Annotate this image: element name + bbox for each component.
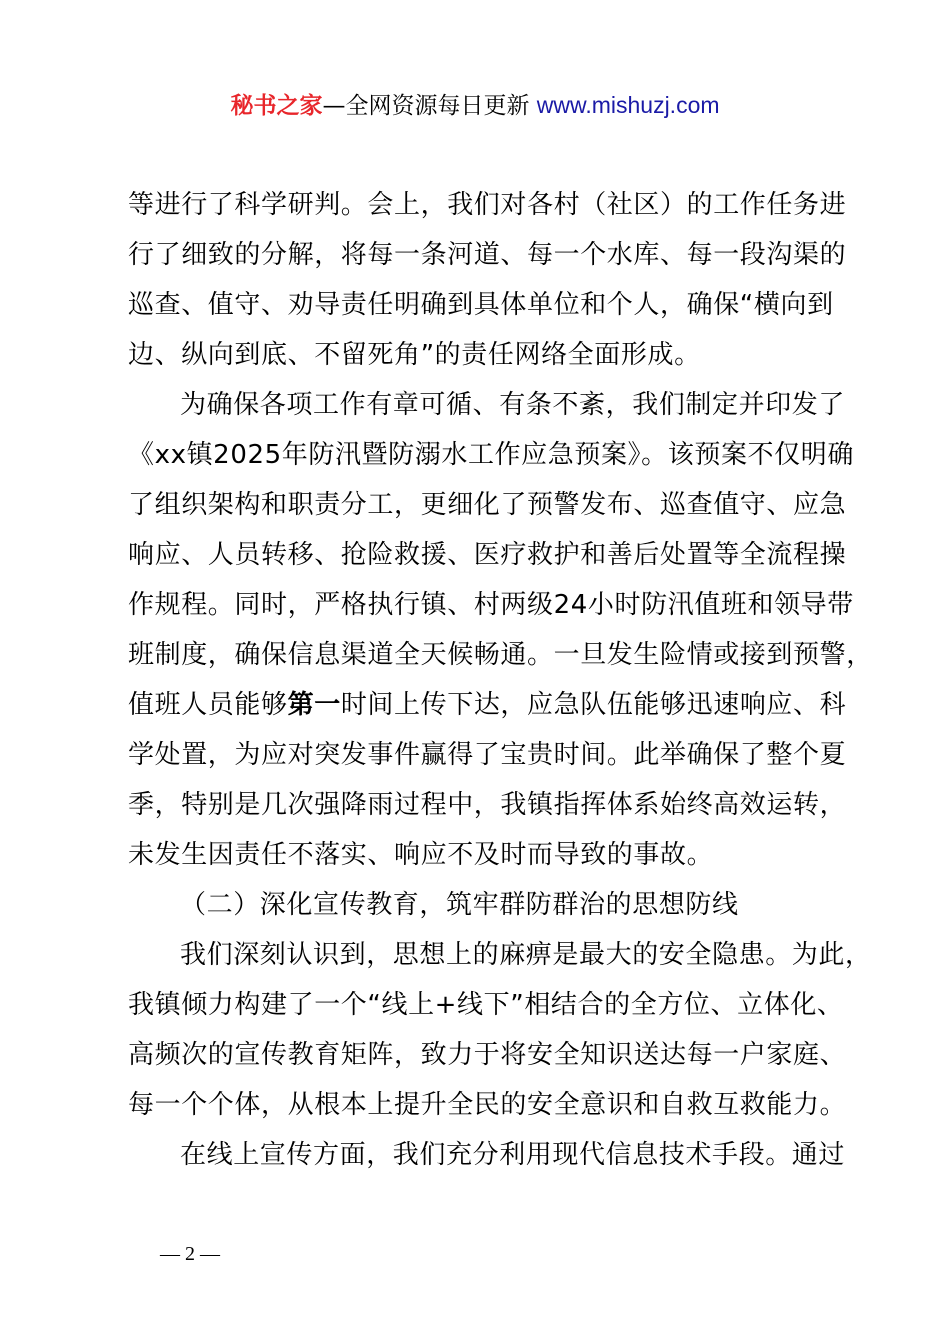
body-line-text: 时间上传下达，应急队伍能够迅速响应、科 [340,690,847,720]
body-line: 学处置，为应对突发事件赢得了宝贵时间。此举确保了整个夏 [128,740,847,770]
body-line: 我们深刻认识到，思想上的麻痹是最大的安全隐患。为此， [180,940,872,970]
body-line: 每一个个体，从根本上提升全民的安全意识和自救互救能力。 [128,1090,847,1120]
header-tagline: —全网资源每日更新 [322,93,537,119]
site-url-link[interactable]: www.mishuzj.com [536,92,720,118]
brand-name: 秘书之家 [230,93,323,119]
body-line: 了组织架构和职责分工，更细化了预警发布、巡查值守、应急 [128,490,847,520]
body-line [128,680,847,730]
body-line: 未发生因责任不落实、响应不及时而导致的事故。 [128,840,714,870]
body-line: 在线上宣传方面，我们充分利用现代信息技术手段。通过 [180,1140,846,1170]
body-line: 巡查、值守、劝导责任明确到具体单位和个人，确保“横向到 [128,290,834,320]
body-line: 为确保各项工作有章可循、有条不紊，我们制定并印发了 [180,390,846,420]
body-line: 行了细致的分解，将每一条河道、每一个水库、每一段沟渠的 [128,240,847,270]
body-line: 响应、人员转移、抢险救援、医疗救护和善后处置等全流程操 [128,540,847,570]
bold-emphasis: 第一 [287,690,341,720]
body-line-text: 值班人员能够 [128,690,288,720]
page-number: — 2 — [160,1243,220,1265]
body-line: 高频次的宣传教育矩阵，致力于将安全知识送达每一户家庭、 [128,1040,847,1070]
site-header [0,88,950,123]
document-body [128,180,873,1180]
body-line: 《xx镇2025年防汛暨防溺水工作应急预案》。该预案不仅明确 [128,440,854,470]
body-line: 等进行了科学研判。会上，我们对各村（社区）的工作任务进 [128,190,847,220]
body-line: 作规程。同时，严格执行镇、村两级24小时防汛值班和领导带 [128,590,854,620]
body-line: 边、纵向到底、不留死角”的责任网络全面形成。 [128,340,701,370]
body-line: 班制度，确保信息渠道全天候畅通。一旦发生险情或接到预警， [128,640,873,670]
body-line: 我镇倾力构建了一个“线上+线下”相结合的全方位、立体化、 [128,990,844,1020]
body-line: 季，特别是几次强降雨过程中，我镇指挥体系始终高效运转， [128,790,847,820]
section-heading: （二）深化宣传教育，筑牢群防群治的思想防线 [180,890,739,920]
